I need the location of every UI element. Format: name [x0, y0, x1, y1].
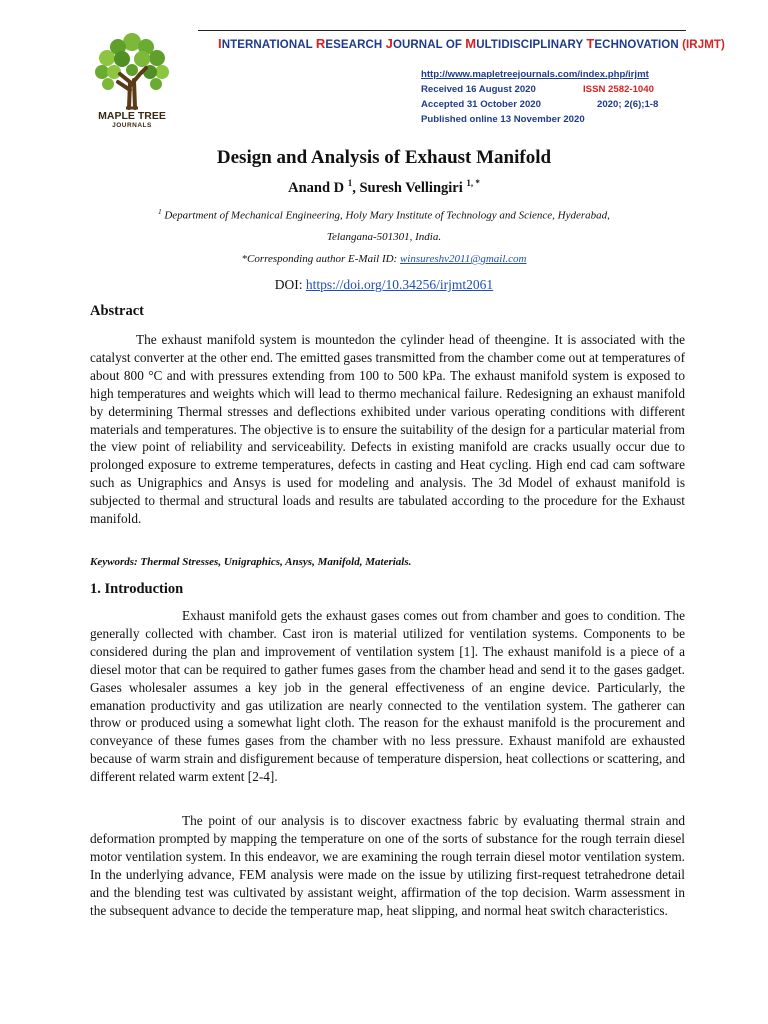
keywords: Keywords: Thermal Stresses, Unigraphics, Ansys, Manifold, Materials. — [90, 556, 412, 568]
email-link[interactable]: winsureshv2011@gmail.com — [399, 253, 527, 265]
corresponding-author: *Corresponding author E-Mail ID: winsureshv2011@gmail.com — [241, 253, 527, 265]
authors: Anand D $^1$, Suresh Vellingiri $^{1, *}$ — [288, 178, 480, 196]
logo-brand: MAPLE TREE — [98, 110, 166, 122]
paper-title: Design and Analysis of Exhaust Manifold — [216, 147, 552, 168]
affiliation: $^1$ Department of Mechanical Engineering, Holy Mary Institute of Technology and Science, Hyderabad, — [158, 208, 610, 222]
journal-logo — [86, 30, 178, 129]
accepted-date: Accepted 31 October 2020 — [421, 99, 541, 110]
logo-brand-sub: JOURNALS — [112, 122, 152, 129]
journal-title: INTERNATIONAL RESEARCH JOURNAL OF MULTIDISCIPLINARY TECHNOVATION (IRJMT) — [218, 36, 725, 51]
introduction-paragraph-1: Exhaust manifold gets the exhaust gases comes out from chamber and goes to condition. The generally collected with chamber. Cast iron is material utilized for ventilation systems. Components to be considered during the plan and improvement of ventilation system [1]. The exhaust manifold is a piece of a diesel motor that can be required to gather fumes gases from the chamber head and send it to the gases gadget. Gases wholesaler assumes a key job in the general effectiveness of an engine device. Particularly, the emanation productivity and gas utilization are nearly connected to the ventilation system. The gatherer can throw or produced using a somewhat light cloth. The reason for the exhaust manifold is the procurement and conveyance of these fumes gases from the chamber with no less pressure. Exhaust manifold are exhausted because of warm strain and disfigurement because of temperature dispersion, heat collections or scattering, and different related warm extent [2-4]. — [90, 608, 685, 785]
issn: ISSN 2582-1040 — [583, 84, 654, 95]
received-date: Received 16 August 2020 — [421, 84, 536, 95]
journal-url-link[interactable]: http://www.mapletreejournals.com/index.php/irjmt — [421, 69, 649, 80]
abstract-text: The exhaust manifold system is mountedon the cylinder head of theengine. It is associated with the catalyst converter at the other end. The emitted gases transmitted from the chamber come out at temperatures of about 800 °C and with pressures extending from 100 to 500 kPa. The exhaust manifold system is exposed to high temperatures and weights which will lead to thermo mechanical failure. Redesigning an exhaust manifold by determining Thermal stresses and deflections exhibited under various operating conditions with different materials and temperatures. The objective is to ensure the suitability of the design for a particular material from the view point of reliability and serviceability. Defects in existing manifold are cracks usually occur due to prolonged exposure to extreme temperatures, defects in casting and Heat cycling. High end cad cam software such as Unigraphics and Ansys is used for modeling and analysis. The 3d Model of exhaust manifold is subjected to thermal and structural loads and results are tabulated according to the procedure for the Exhaust manifold. — [90, 332, 685, 527]
volume-info: 2020; 2(6);1-8 — [597, 99, 659, 110]
affiliation-line2: Telangana-501301, India. — [326, 231, 442, 243]
published-date: Published online 13 November 2020 — [421, 114, 585, 125]
abstract-heading: Abstract — [90, 303, 144, 319]
introduction-paragraph-2: The point of our analysis is to discover exactness fabric by evaluating thermal strain and deformation prompted by mapping the temperature on one of the sorts of substance for the rough terrain diesel motor ventilation system. In this endeavor, we are examining the rough terrain diesel motor ventilation system. In the underlying advance, FEM analysis were made on the issue by utilizing first-request tetrahedrone detail and the blending test was cultivated by assistant weight, affirmation of the top decision. Warm assessment in the subsequent advance to decide the temperature map, heat slipping, and normal heat switch characteristics. — [90, 813, 685, 918]
introduction-heading: 1. Introduction — [90, 581, 184, 597]
journal-meta — [421, 67, 671, 127]
maple-tree-icon — [90, 30, 174, 110]
journal-abbr: (IRJMT) — [682, 39, 725, 51]
header-rule — [198, 30, 686, 31]
doi-link[interactable]: https://doi.org/10.34256/irjmt2061 — [305, 277, 494, 292]
doi: DOI: https://doi.org/10.34256/irjmt2061 — [274, 277, 494, 292]
